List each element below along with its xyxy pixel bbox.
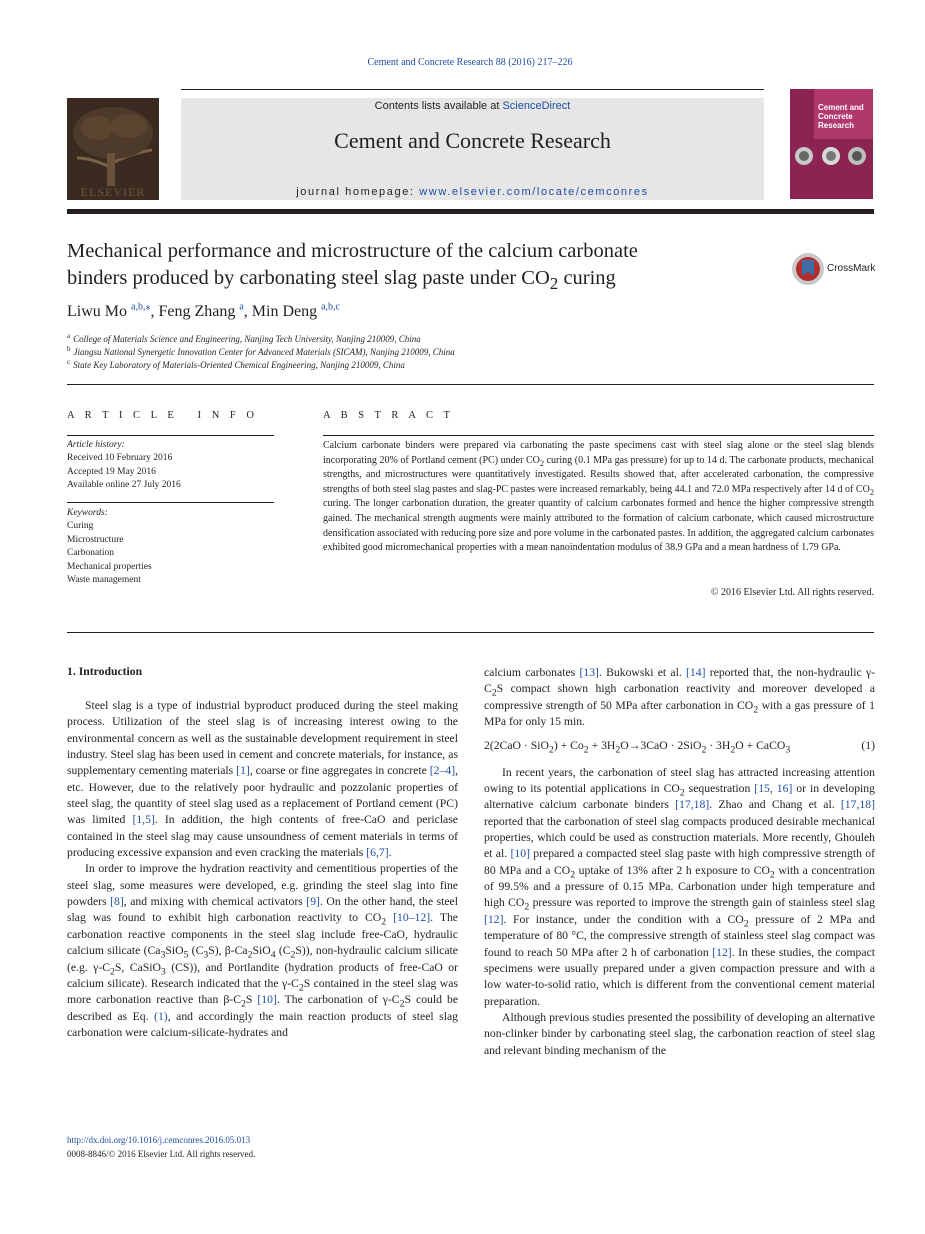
- history-label: Article history:: [67, 440, 125, 450]
- body-column-right: [484, 665, 875, 1059]
- citation-link[interactable]: [17,18]: [840, 798, 875, 812]
- cover-graphic: [790, 89, 873, 199]
- online-date: Available online 27 July 2016: [67, 480, 181, 491]
- citation-link[interactable]: [12]: [484, 912, 504, 926]
- divider: [67, 384, 874, 385]
- divider: [67, 632, 874, 633]
- citation-link[interactable]: [2–4]: [429, 764, 456, 778]
- journal-reference[interactable]: Cement and Concrete Research 88 (2016) 217–226: [367, 57, 573, 68]
- homepage-link[interactable]: www.elsevier.com/locate/cemconres: [419, 186, 649, 198]
- paragraph: Although previous studies presented the possibility of developing an alternative non-clinker binder by carbonating steel slag, the carbonation reaction of steel slag and relevant binding mechanism of the: [484, 1010, 875, 1057]
- affiliation-mark: c: [67, 358, 71, 366]
- author-affiliation-mark[interactable]: a,b,c: [321, 301, 340, 313]
- header-top-rule: [181, 89, 764, 90]
- citation-link[interactable]: [17,18]: [675, 798, 710, 812]
- citation-link[interactable]: [6,7]: [366, 846, 389, 860]
- crossmark-button[interactable]: [791, 252, 881, 286]
- keyword: Curing: [67, 521, 94, 532]
- citation-link[interactable]: [10]: [510, 847, 530, 861]
- citation-link[interactable]: [14]: [686, 666, 706, 679]
- affiliation-text: Jiangsu National Synergetic Innovation Center for Advanced Materials (SICAM), Nanjing 210009, China: [73, 347, 455, 357]
- title-line-2-end: curing: [558, 267, 616, 289]
- header-thick-rule: [67, 209, 874, 214]
- paragraph: Steel slag is a type of industrial byproduct produced during the steel making process. Utilization of the steel slag is of increasing interest owing to the environmental concern as well as the sustainable development requirement in steel industry. Steel slag has been used in cement and concrete materials, for instance, as supplementary cementing materials [1], coarse or fine aggregates in concrete [2–4], etc. However, due to the relatively poor hydraulic and pozzolanic properties of steel slag, the quantity of steel slag used as a replacement of Portland cement (PC) was limited [1,5]. In addition, the high contents of free-CaO and periclase contained in the steel slag may cause unsoundness of cement materials in terms of producing excessive expansion and even cracking the materials [6,7].: [67, 699, 459, 860]
- citation-link[interactable]: [13]: [579, 666, 599, 679]
- citation-link[interactable]: [10–12]: [393, 911, 431, 925]
- elsevier-logo: [67, 98, 159, 200]
- title-line-2-text: binders produced by carbonating steel slag paste under CO: [67, 267, 550, 289]
- cover-title-line: Research: [818, 121, 855, 130]
- paragraph: In order to improve the hydration reactivity and cementitious properties of the steel slag, some measures were developed, e.g. grinding the steel slag into fine powders [8], and mixing with chemical activators [9]. On the other hand, the steel slag was found to exhibit high carbonation reactivity to $CO_2$ [10–12]. The carbonation reactive components in the steel slag include free-CaO, hydraulic calcium silicate ($Ca_3SiO_5$ $(C_3S)$, $\beta-Ca_2SiO_4$ $(C_2S)$), non-hydraulic calcium silicate (e.g. $\gamma-C_2S$, CaSiO$_3$ (CS)), and Portlandite (hydration products of free-CaO or calcium silicate). Research indicated that the $\gamma-C_2S$ contained in the steel slag was more carbonation reactive than $\beta-C_2S$ [10]. The carbonation of $\gamma-C_2S$ could be described as Eq. (1), and accordingly the main reaction products of steel slag carbonation were calcium-silicate-hydrates and: [67, 862, 459, 1039]
- keyword: Carbonation: [67, 548, 114, 559]
- citation-link[interactable]: [9]: [306, 895, 320, 909]
- keyword: Microstructure: [67, 534, 124, 545]
- author-list: Liwu Mo $^{a,b,⁎}$, Feng Zhang $^a$, Min Deng $^{a,b,c}$: [67, 301, 340, 320]
- journal-cover[interactable]: [790, 89, 873, 199]
- section-heading: 1. Introduction: [67, 665, 143, 678]
- citation-link[interactable]: [8]: [110, 895, 124, 909]
- cover-title-line: Cement and: [818, 103, 864, 112]
- affiliation-text: College of Materials Science and Engineering, Nanjing Tech University, Nanjing 210009, China: [73, 334, 421, 344]
- affiliation-mark: b: [67, 345, 71, 353]
- title-line-2: [67, 265, 767, 292]
- equation-body: $2(2CaO \cdot SiO_2) + Co_2 + 3H_2O\to 3CaO \cdot 2SiO_2 \cdot 3H_2O$ + CaCO$_3$: [484, 739, 791, 756]
- citation-link[interactable]: [1,5]: [132, 813, 155, 827]
- affiliation: [67, 334, 421, 344]
- equation-number: (1): [861, 739, 875, 753]
- issn-line: 0008-8846/© 2016 Elsevier Ltd. All rights reserved.: [67, 1149, 256, 1159]
- divider: [67, 435, 274, 436]
- abstract-body: Calcium carbonate binders were prepared via carbonating the paste specimens cast with steel slag alone or the steel slag blends incorporating 20% of Portland cement (PC) under $CO_2$ curing (0.1 MPa gas pressure) for up to 14 d. The carbonate products, mechanical strengths, and microstructures were quantitatively investigated. Results showed that, after accelerated carbonation, the compressive strengths of both steel slag pastes and slag-PC pastes were increased remarkably, being 44.1 and 72.0 MPa respectively after 14 d of $CO_2$ curing. The longer carbonation duration, the greater quantity of calcium carbonates formed and hence the higher compressive strength gained. The mechanical strength augments were mainly attributed to the formation of calcium carbonate, which caused microstructure densification associated with reducing pore size and pore volume in the carbonated pastes. In addition, the aggregated calcium carbonates exhibited good micromechanical properties with a mean nanoindentation modulus of 38.9 GPa and a mean hardness of 1.79 GPa.: [323, 440, 874, 554]
- title-subscript: 2: [549, 274, 559, 294]
- divider: [323, 435, 874, 436]
- affiliation: [67, 347, 455, 357]
- affiliation-mark: a: [67, 332, 71, 340]
- article-info-heading: A R T I C L E I N F O: [67, 410, 258, 421]
- received-date: Received 10 February 2016: [67, 453, 173, 464]
- affiliation-text: State Key Laboratory of Materials-Oriented Chemical Engineering, Nanjing 210009, China: [73, 360, 405, 370]
- keyword: Mechanical properties: [67, 561, 152, 572]
- citation-link[interactable]: [15, 16]: [754, 782, 793, 796]
- author-name[interactable]: Liwu Mo: [67, 303, 127, 320]
- keywords: [67, 507, 152, 587]
- paragraph: In recent years, the carbonation of steel slag has attracted increasing attention owing to its potential applications in $CO_2$ sequestration [15, 16] or in developing alternative calcium carbonate binders [17,18]. Zhao and Chang et al. [17,18] reported that the carbonation of steel slag compacts produced desirable mechanical properties, which could be used as construction materials. More recently, Ghouleh et al. [10] prepared a compacted steel slag paste with high compressive strength of 80 MPa and a $CO_2$ uptake of 13% after 2 h exposure to $CO_2$ with a concentration of 99.5% and a pressure of 0.15 MPa. Carbonation under high temperature and high $CO_2$ pressure was reported to improve the strength gain of stainless steel slag [12]. For instance, under the condition with a $CO_2$ pressure of 2 MPa and temperature of 80 °C, the compressive strength of stainless steel slag compact was found to reach 50 MPa after 2 h of carbonation [12]. In these studies, the compact specimens were usually prepared under a given compaction pressure and with a low water-to-solid ratio, which is different from the conventional cement material preparation.: [484, 765, 876, 1008]
- doi-link[interactable]: http://dx.doi.org/10.1016/j.cemconres.2016.05.013: [67, 1135, 251, 1145]
- title-line-1: Mechanical performance and microstructure of the calcium carbonate: [67, 240, 638, 262]
- affiliation: [67, 360, 405, 370]
- citation-link[interactable]: [1]: [236, 764, 250, 778]
- equation-1: [484, 738, 875, 754]
- article-title: [67, 238, 767, 292]
- divider: [67, 502, 274, 503]
- author-affiliation-mark[interactable]: a: [239, 301, 244, 313]
- crossmark-label: CrossMark: [827, 263, 876, 274]
- elsevier-wordmark: ELSEVIER: [80, 185, 146, 199]
- author-name[interactable]: Min Deng: [251, 303, 318, 320]
- article-history: [67, 439, 181, 493]
- contents-line: [181, 100, 764, 112]
- author-affiliation-mark[interactable]: a,b,⁎: [131, 301, 151, 313]
- abstract-copyright: © 2016 Elsevier Ltd. All rights reserved.: [710, 587, 874, 598]
- body-column-left: [67, 698, 458, 1041]
- keyword: Waste management: [67, 575, 141, 586]
- contents-prefix: Contents lists available at: [374, 100, 503, 112]
- crossmark-icon: [791, 252, 825, 286]
- accepted-date: Accepted 19 May 2016: [67, 466, 156, 477]
- homepage-prefix: journal homepage:: [296, 186, 420, 198]
- citation-link[interactable]: [12]: [712, 945, 732, 959]
- homepage-line: [181, 186, 764, 198]
- keywords-label: Keywords:: [67, 508, 108, 518]
- equation-link[interactable]: (1): [154, 1009, 168, 1023]
- paragraph: calcium carbonates [13]. Bukowski et al. [14] reported that, the non-hydraulic $\gamma-C_2S$ compact shown high carbonation reactivity and moreover developed a compressive strength of 50 MPa after carbonation in $CO_2$ with a gas pressure of 1 MPa for only 15 min.: [484, 666, 876, 729]
- cover-title-line: Concrete: [818, 112, 853, 121]
- journal-title: Cement and Concrete Research: [334, 128, 611, 153]
- abstract-heading: A B S T R A C T: [323, 410, 454, 421]
- citation-link[interactable]: [10]: [257, 993, 277, 1007]
- author-name[interactable]: Feng Zhang: [158, 303, 236, 320]
- sciencedirect-link[interactable]: ScienceDirect: [502, 100, 571, 112]
